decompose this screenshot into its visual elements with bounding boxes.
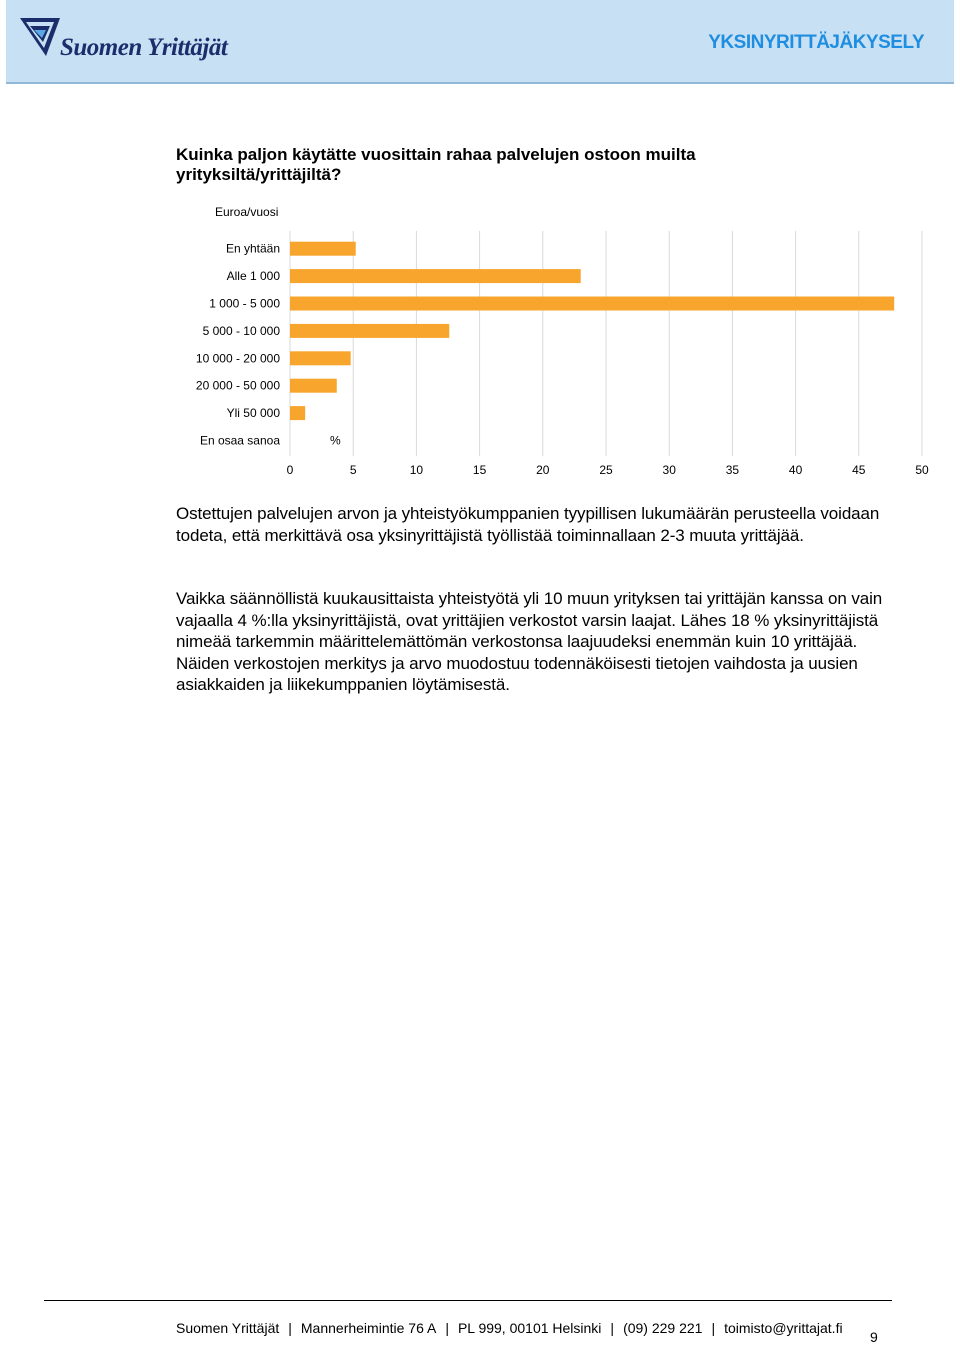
survey-title: YKSINYRITTÄJÄKYSELY	[708, 32, 924, 53]
footer-po-box: PL 999, 00101 Helsinki	[457, 1320, 602, 1336]
x-tick-label: 35	[725, 463, 740, 477]
category-label: En osaa sanoa	[199, 433, 280, 448]
bar	[290, 269, 581, 283]
bar	[290, 379, 337, 393]
category-label: Yli 50 000	[226, 406, 280, 421]
footer-separator: |	[711, 1320, 716, 1336]
category-label: 20 000 - 50 000	[195, 378, 280, 393]
paragraph-1: Ostettujen palvelujen arvon ja yhteistyökumppanien tyypillisen lukumäärän perusteella voidaan todeta, että merkittävä osa yksinyrittäjistä työllistää toiminnallaan 2-3 muuta yrittäjää.	[176, 504, 880, 545]
x-tick-label: 25	[599, 463, 613, 477]
category-label: En yhtään	[225, 241, 280, 256]
x-tick-label: 20	[536, 463, 550, 477]
page-number: 9	[870, 1329, 878, 1345]
suomen-yrittajat-logo-icon	[20, 16, 60, 58]
x-tick-label: 30	[662, 463, 676, 477]
x-tick-label: 40	[788, 463, 803, 477]
spending-bar-chart	[180, 198, 940, 488]
category-label: Alle 1 000	[226, 269, 280, 284]
category-label: 10 000 - 20 000	[195, 351, 280, 366]
bar	[290, 242, 356, 256]
bar	[290, 406, 305, 420]
x-tick-label: 5	[349, 463, 357, 477]
bar	[290, 351, 351, 365]
question-heading: Kuinka paljon käytätte vuosittain rahaa palvelujen ostoon muilta yrityksiltä/yrittäjiltä?	[176, 145, 696, 184]
footer-separator: |	[288, 1320, 292, 1336]
x-tick-label: 15	[472, 463, 487, 477]
header-band	[6, 0, 954, 84]
chart-title: Euroa/vuosi	[215, 205, 279, 219]
x-tick-label: 50	[915, 463, 929, 477]
x-axis-label: %	[330, 433, 341, 448]
footer	[176, 1320, 843, 1336]
footer-email[interactable]: toimisto@yrittajat.fi	[724, 1320, 843, 1336]
x-tick-label: 0	[286, 463, 294, 477]
bar	[290, 324, 449, 338]
footer-address: Mannerheimintie 76 A	[300, 1320, 437, 1336]
footer-rule	[44, 1300, 892, 1301]
x-tick-label: 45	[852, 463, 866, 477]
paragraph-2: Vaikka säännöllistä kuukausittaista yhteistyötä yli 10 muun yrityksen tai yrittäjän kanssa on vain vajaalla 4 %:lla yksinyrittäjistä, ovat yrittäjien verkostot varsin laajat. Lähes 18 % yksinyrittäjistä nimeää tarkemmin määrittelemättömän verkostonsa laajuudeksi enemmän kuin 10 yrittäjää. Näiden verkostojen merkitys ja arvo muodostuu todennäköisesti tietojen vaihdosta ja uusien asiakkaiden ja liikekumppanien löytämisestä.	[176, 589, 883, 694]
footer-org: Suomen Yrittäjät	[176, 1320, 280, 1336]
footer-separator: |	[445, 1320, 449, 1336]
bar	[290, 297, 894, 311]
x-tick-label: 10	[409, 463, 424, 477]
category-label: 1 000 - 5 000	[209, 296, 280, 311]
brand-name: Suomen Yrittäjät	[60, 34, 228, 61]
footer-phone: (09) 229 221	[623, 1320, 703, 1336]
category-label: 5 000 - 10 000	[202, 323, 280, 338]
footer-separator: |	[610, 1320, 615, 1336]
